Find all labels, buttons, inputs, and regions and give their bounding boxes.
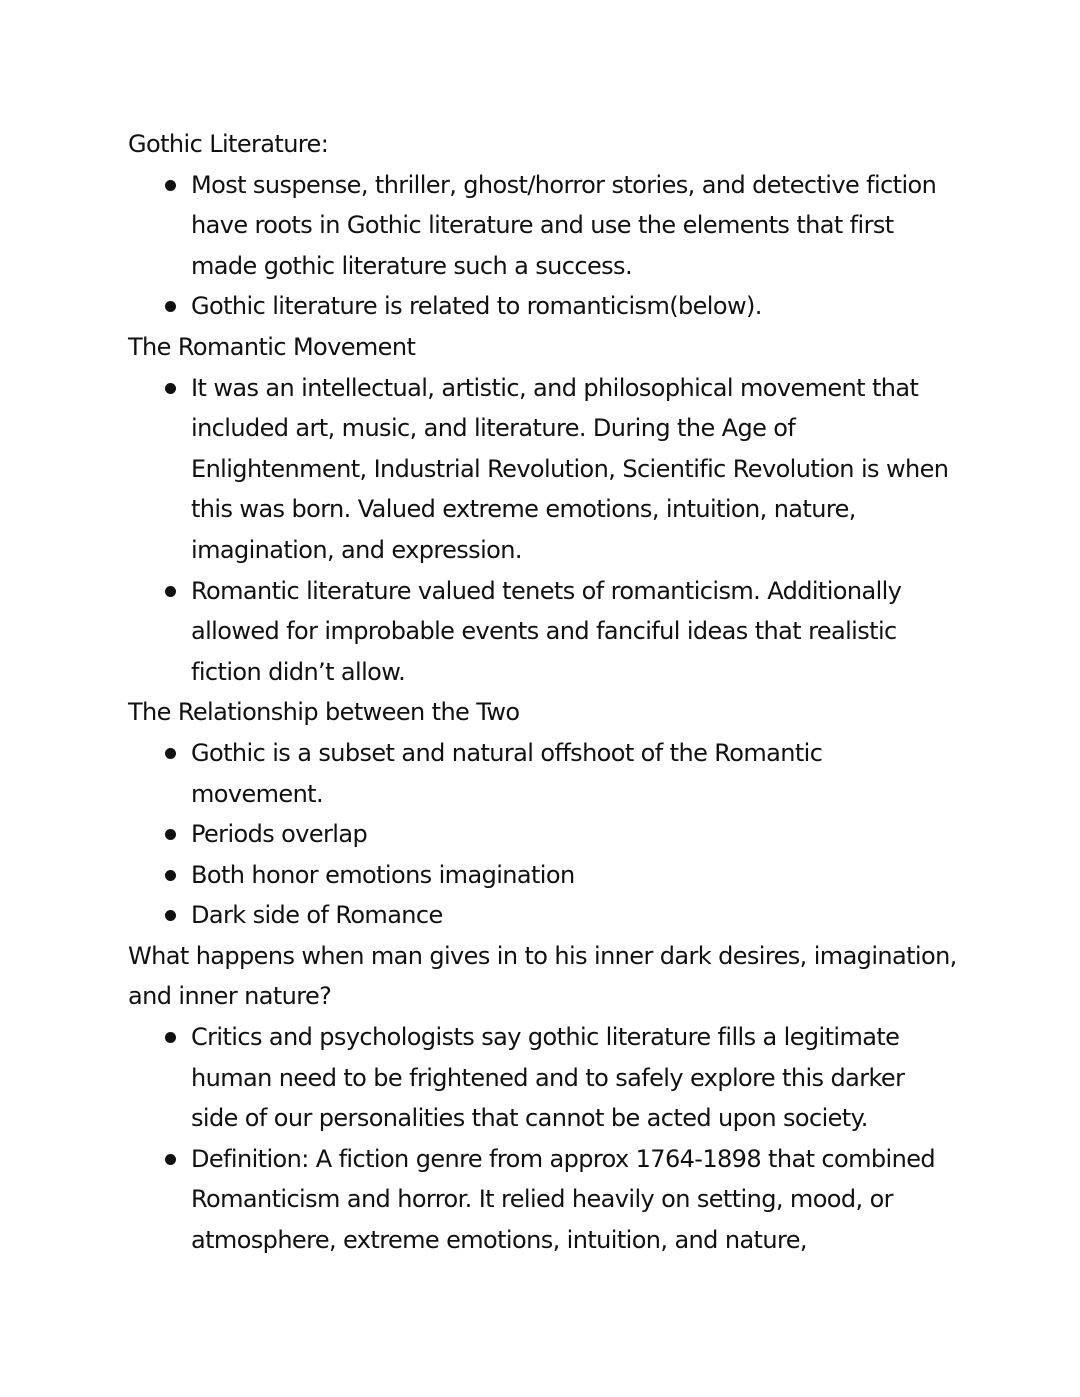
bullet-item: Both honor emotions imagination bbox=[191, 855, 988, 896]
bullet-item: It was an intellectual, artistic, and philosophical movement that included art, music, and literature. During the Age of Enlightenment, Industrial Revolution, Scientific Revolution is when this was born. Valued extreme emotions, intuition, nature, imagination, and expression. bbox=[191, 368, 973, 571]
section-gothic-literature bbox=[128, 124, 988, 327]
bullet-item: Periods overlap bbox=[191, 814, 988, 855]
section-relationship bbox=[128, 692, 988, 936]
bullet-list bbox=[128, 733, 988, 936]
bullet-item: Most suspense, thriller, ghost/horror stories, and detective fiction have roots in Gothic literature and use the elements that first made gothic literature such a success. bbox=[191, 165, 973, 287]
bullet-list bbox=[128, 1017, 988, 1261]
section-heading: Gothic Literature: bbox=[128, 130, 329, 158]
section-heading: The Romantic Movement bbox=[128, 332, 416, 361]
bullet-list bbox=[128, 368, 988, 693]
bullet-item: Dark side of Romance bbox=[191, 895, 988, 936]
bullet-item: Gothic literature is related to romanticism(below). bbox=[191, 286, 988, 327]
section-romantic-movement bbox=[128, 327, 988, 692]
bullet-item: Critics and psychologists say gothic literature fills a legitimate human need to be frightened and to safely explore this darker side of our personalities that cannot be acted upon society. bbox=[191, 1017, 963, 1139]
bullet-item: Definition: A fiction genre from approx 1764-1898 that combined Romanticism and horror. It relied heavily on setting, mood, or atmosphere, extreme emotions, intuition, and nature, bbox=[191, 1139, 973, 1261]
bullet-item: Romantic literature valued tenets of romanticism. Additionally allowed for improbable events and fanciful ideas that realistic fiction didn’t allow. bbox=[191, 571, 963, 693]
document-page bbox=[128, 124, 988, 1261]
section-heading: What happens when man gives in to his inner dark desires, imagination, and inner nature? bbox=[128, 941, 957, 1011]
section-inner-dark-desires bbox=[128, 936, 988, 1261]
bullet-list bbox=[128, 165, 988, 327]
section-heading: The Relationship between the Two bbox=[128, 698, 520, 727]
bullet-item: Gothic is a subset and natural offshoot of the Romantic movement. bbox=[191, 733, 883, 814]
